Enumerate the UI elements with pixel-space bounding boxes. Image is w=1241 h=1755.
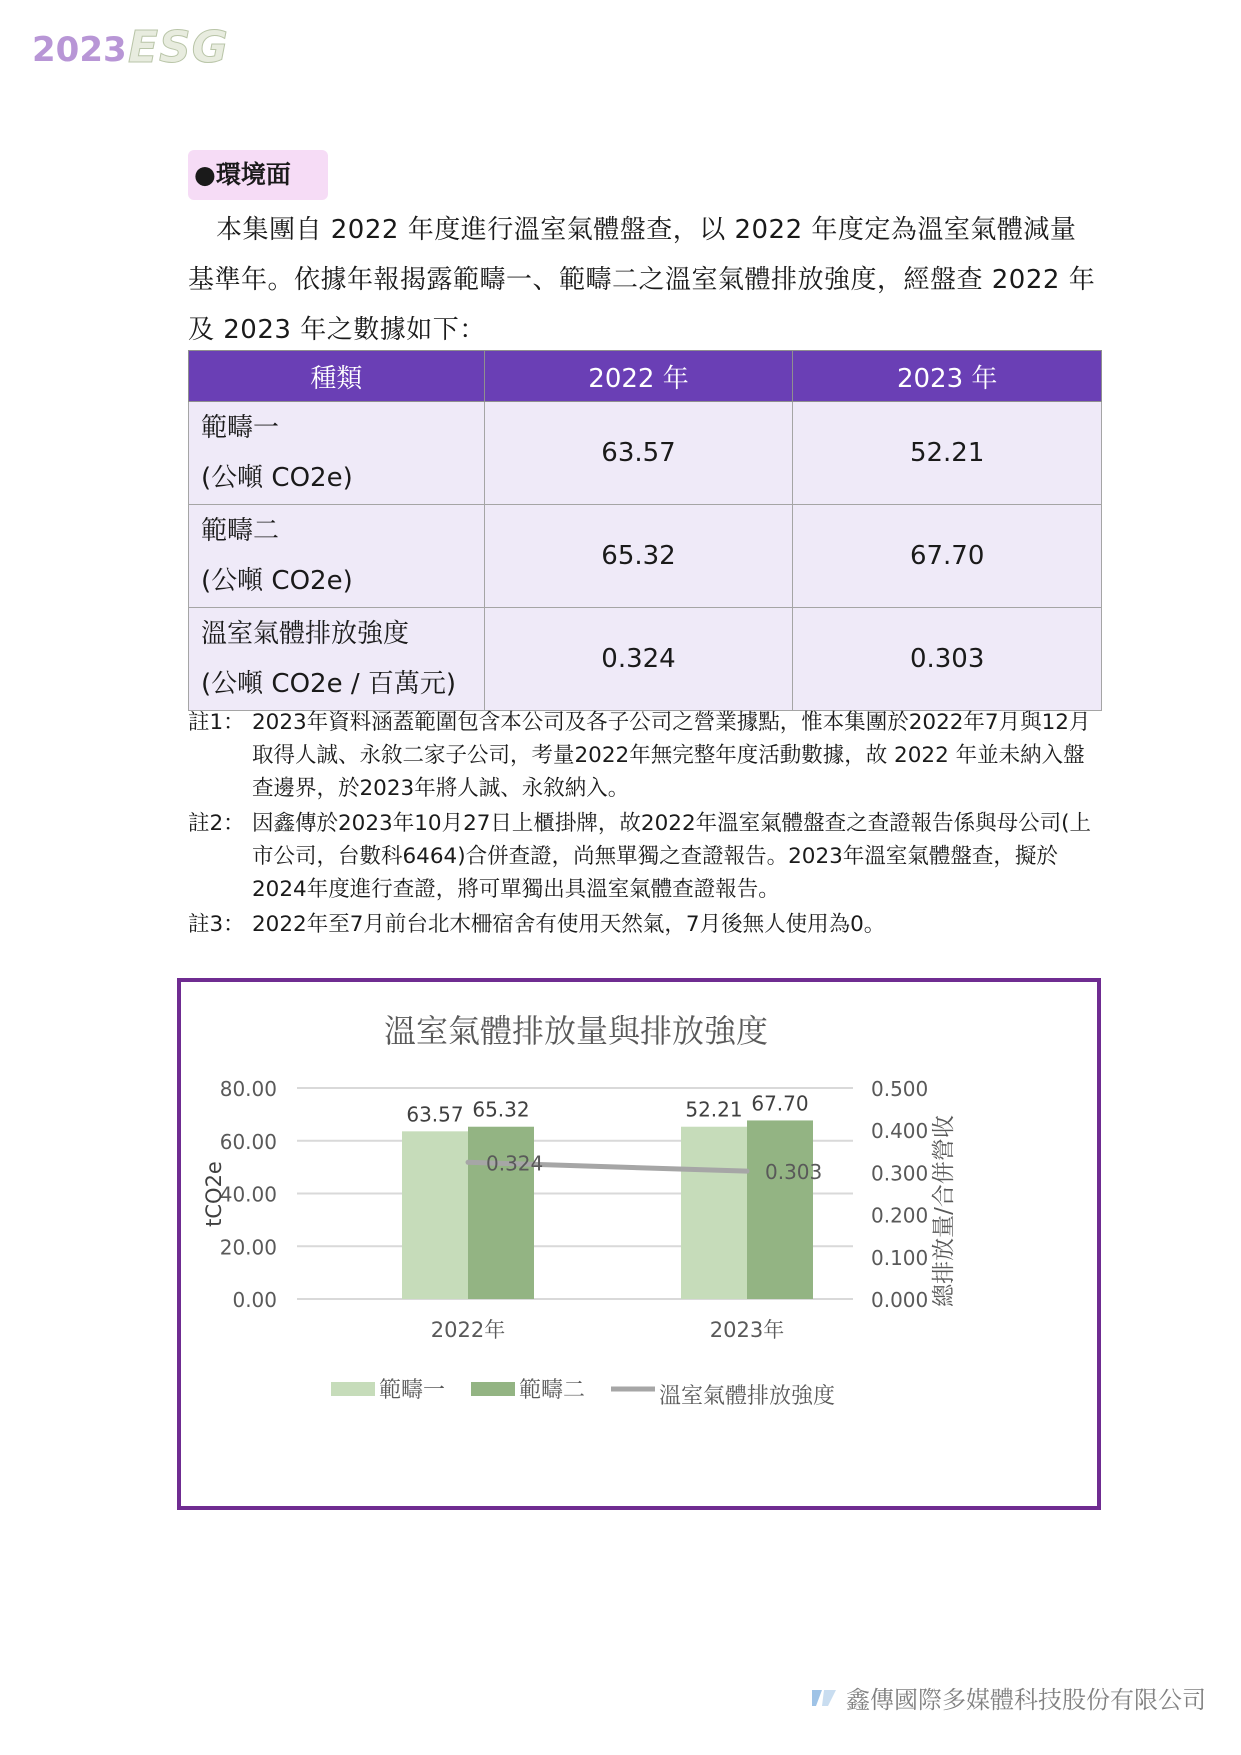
chart-title: 溫室氣體排放量與排放強度 — [383, 1012, 769, 1050]
cell-2022: 65.32 — [484, 505, 793, 608]
y2-tick-label: 0.200 — [871, 1203, 929, 1228]
intro-text: 本集團自 2022 年度進行溫室氣體盤查，以 2022 年度定為溫室氣體減量基準年。依據年報揭露範疇一、範疇二之溫室氣體排放強度，經盤查 2022 年及 2023 年之數據如下： — [188, 215, 1096, 345]
bar-data-label: 65.32 — [472, 1097, 530, 1122]
line-data-label: 0.324 — [486, 1151, 544, 1176]
y-tick-label: 20.00 — [219, 1235, 277, 1260]
y2-tick-label: 0.100 — [871, 1245, 929, 1270]
table-header-category: 種類 — [189, 351, 485, 402]
row-label — [189, 402, 485, 505]
cell-2023: 67.70 — [793, 505, 1102, 608]
emissions-table — [188, 350, 1102, 711]
legend-label: 範疇二 — [519, 1378, 586, 1403]
company-name: 鑫傳國際多媒體科技股份有限公司 — [846, 1686, 1206, 1714]
cell-2022: 0.324 — [484, 608, 793, 711]
row-label-unit: (公噸 CO2e) — [201, 463, 353, 493]
line-data-label: 0.303 — [765, 1160, 823, 1185]
footnote — [188, 807, 1103, 906]
y-tick-label: 0.00 — [232, 1288, 277, 1312]
footnote-text: 2022年至7月前台北木柵宿舍有使用天然氣，7月後無人使用為0。 — [252, 912, 886, 937]
x-tick-label: 2022年 — [430, 1318, 506, 1342]
cell-2023: 0.303 — [793, 608, 1102, 711]
row-label — [189, 505, 485, 608]
row-label — [189, 608, 485, 711]
footnote-tag: 註1： — [188, 710, 245, 735]
footer — [810, 1680, 1206, 1715]
table-row — [189, 608, 1102, 711]
y-axis-label: tCO2e — [202, 1161, 226, 1227]
esg-logo-text: ESG — [128, 22, 229, 73]
x-tick-label: 2023年 — [709, 1318, 785, 1342]
table-header-2023: 2023 年 — [793, 351, 1102, 402]
legend-swatch-scope2 — [471, 1382, 515, 1396]
legend-label: 範疇一 — [379, 1378, 446, 1403]
row-label-unit: (公噸 CO2e / 百萬元) — [201, 669, 456, 699]
table-header-2022: 2022 年 — [484, 351, 793, 402]
y2-axis-label: 總排放量/合併營收 — [931, 1115, 957, 1307]
bar-data-label: 52.21 — [685, 1097, 743, 1122]
bar-scope2 — [747, 1120, 813, 1299]
y-tick-label: 80.00 — [219, 1077, 277, 1101]
footnotes — [188, 706, 1103, 943]
table-header-row — [189, 351, 1102, 402]
row-label-unit: (公噸 CO2e) — [201, 566, 353, 596]
legend-label: 溫室氣體排放強度 — [659, 1384, 836, 1409]
y2-tick-label: 0.300 — [871, 1161, 929, 1186]
report-year: 2023 — [32, 30, 127, 70]
footnote-text: 2023年資料涵蓋範圍包含本公司及各子公司之營業據點，惟本集團於2022年7月與12月取得人誠、永敘二家子公司，考量2022年無完整年度活動數據，故 2022 年並未納入盤查邊界，於2023年將人誠、永敘納入。 — [252, 710, 1091, 801]
bar-scope1 — [402, 1131, 468, 1299]
bar-data-label: 67.70 — [751, 1091, 809, 1116]
cell-2023: 52.21 — [793, 402, 1102, 505]
row-label-name: 溫室氣體排放強度 — [201, 619, 410, 649]
footnote-text: 因鑫傳於2023年10月27日上櫃掛牌，故2022年溫室氣體盤查之查證報告係與母公司(上市公司，台數科6464)合併查證，尚無單獨之查證報告。2023年溫室氣體盤查，擬於2024年度進行查證，將可單獨出具溫室氣體查證報告。 — [252, 811, 1092, 902]
footnote-tag: 註2： — [188, 811, 245, 836]
section-heading: ●環境面 — [188, 150, 328, 200]
bar-scope1 — [681, 1127, 747, 1299]
y-tick-label: 40.00 — [219, 1182, 277, 1207]
cell-2022: 63.57 — [484, 402, 793, 505]
y2-tick-label: 0.500 — [871, 1077, 929, 1101]
row-label-name: 範疇二 — [201, 516, 280, 546]
y-tick-label: 60.00 — [219, 1129, 277, 1154]
y2-tick-label: 0.000 — [871, 1288, 929, 1312]
footnote — [188, 706, 1103, 805]
intro-paragraph — [188, 205, 1100, 355]
emissions-chart — [177, 978, 1101, 1510]
legend-swatch-scope1 — [331, 1382, 375, 1396]
company-logo-icon — [810, 1686, 838, 1710]
bar-data-label: 63.57 — [406, 1102, 464, 1127]
row-label-name: 範疇一 — [201, 413, 280, 443]
y2-tick-label: 0.400 — [871, 1119, 929, 1144]
footnote-tag: 註3： — [188, 912, 245, 937]
table-row — [189, 402, 1102, 505]
chart-svg — [181, 982, 1097, 1506]
footnote — [188, 908, 1103, 941]
table-row — [189, 505, 1102, 608]
